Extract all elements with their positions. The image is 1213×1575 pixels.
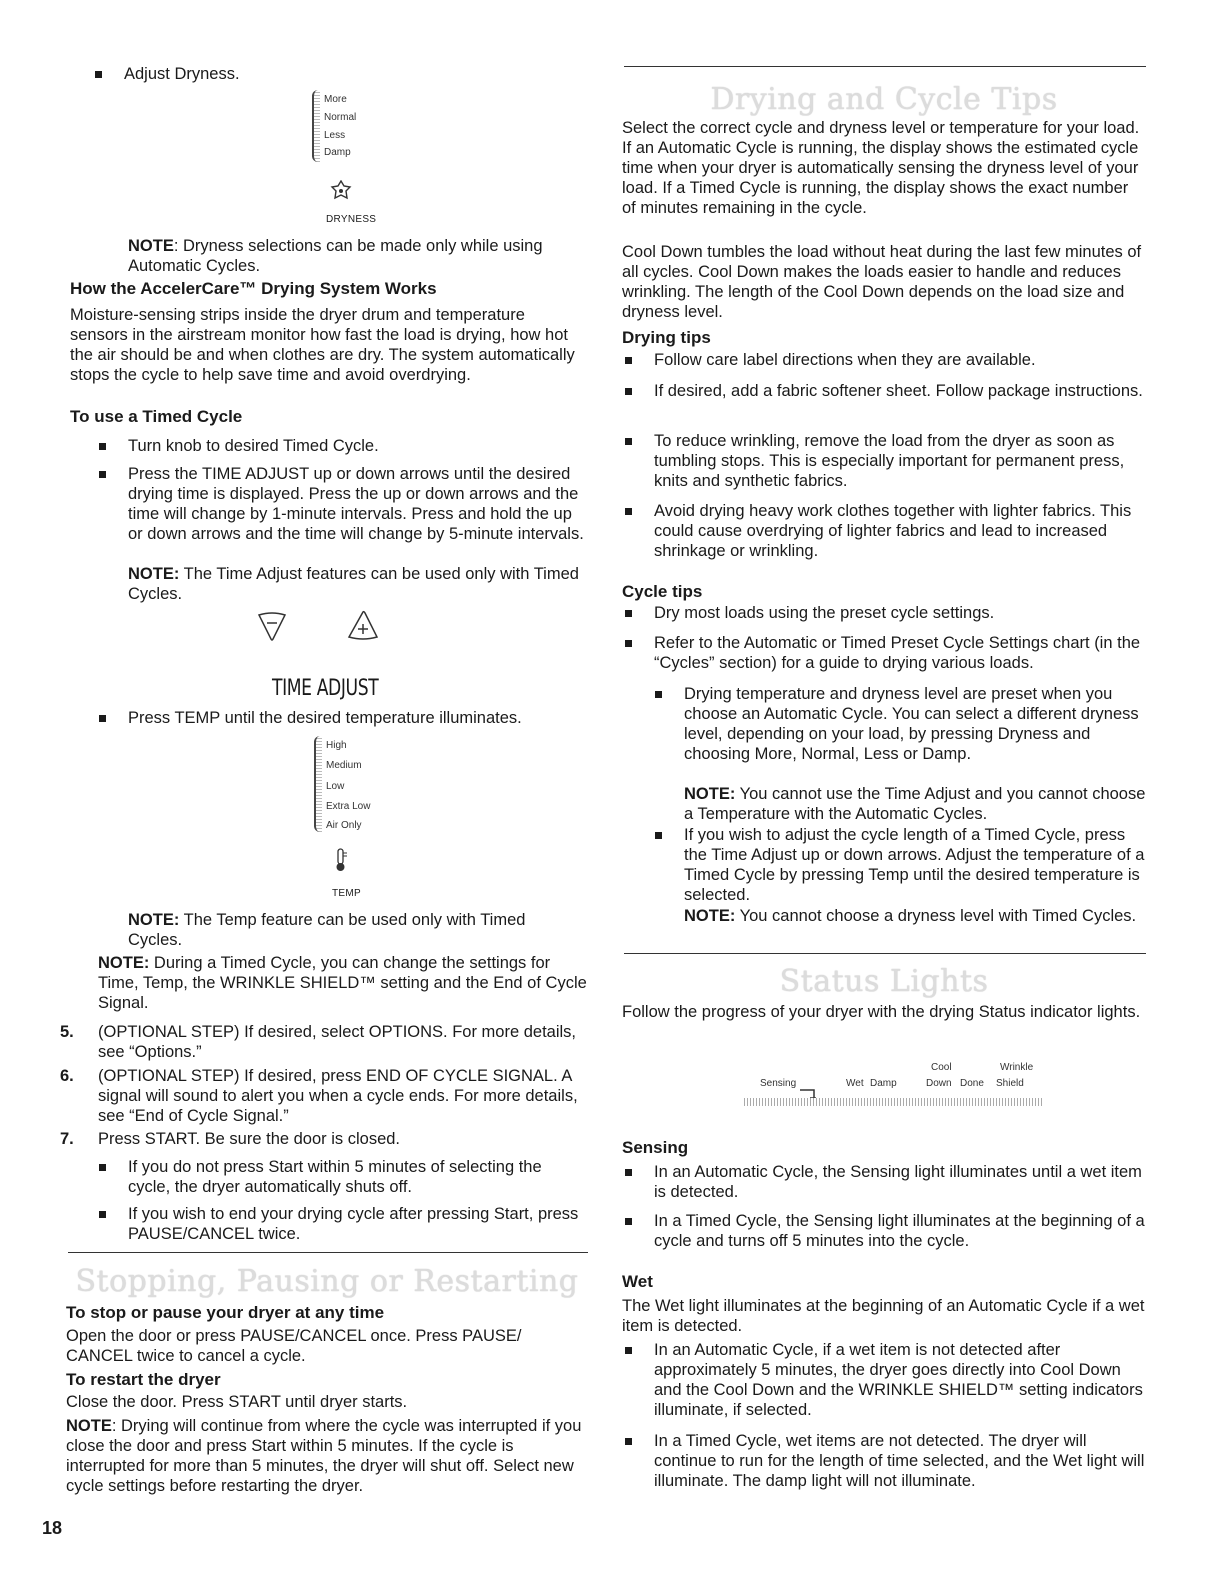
status-wrinkle: Wrinkle bbox=[1000, 1062, 1034, 1073]
drying-tip-4: Avoid drying heavy work clothes together with lighter fabrics. This could cause overdrying of lighter fabrics and lead to increased shrinkage or wrinkling. bbox=[654, 501, 1146, 561]
status-section-title: Status Lights bbox=[779, 964, 989, 999]
note-label: NOTE: bbox=[684, 907, 736, 925]
dryness-button-icon bbox=[330, 180, 352, 200]
section-divider bbox=[68, 1252, 588, 1253]
dryness-selector-panel bbox=[312, 90, 392, 170]
step-6 bbox=[60, 1066, 586, 1126]
temp-level-medium: Medium bbox=[326, 760, 362, 771]
restart-heading: To restart the dryer bbox=[66, 1370, 221, 1389]
step-text: (OPTIONAL STEP) If desired, press END OF CYCLE SIGNAL. A signal will sound to alert you when a cycle ends. For more details, see “End of Cycle Signal.” bbox=[98, 1067, 578, 1125]
note-label: NOTE bbox=[128, 237, 174, 255]
cycle-note-1 bbox=[684, 784, 1146, 824]
note-label: NOTE: bbox=[684, 785, 736, 803]
drying-tip-3: To reduce wrinkling, remove the load from the dryer as soon as tumbling stops. This is especially important for permanent press, knits and synthetic fabrics. bbox=[654, 431, 1146, 491]
cycle-note-2 bbox=[684, 906, 1146, 926]
temp-level-high: High bbox=[326, 740, 347, 751]
tips-section-title: Drying and Cycle Tips bbox=[710, 82, 1058, 117]
temp-level-extra-low: Extra Low bbox=[326, 801, 371, 812]
status-cool: Cool bbox=[931, 1062, 952, 1073]
step-text: (OPTIONAL STEP) If desired, select OPTIONS. For more details, see “Options.” bbox=[98, 1023, 577, 1061]
note-timed-text: During a Timed Cycle, you can change the settings for Time, Temp, the WRINKLE SHIELD™ setting and the End of Cycle Signal. bbox=[98, 954, 587, 1012]
sensing-bullet-1: In an Automatic Cycle, the Sensing light illuminates until a wet item is detected. bbox=[654, 1162, 1146, 1202]
drying-tip-1: Follow care label directions when they are available. bbox=[654, 350, 1146, 370]
cycle-tip-2: Refer to the Automatic or Timed Preset Cycle Settings chart (in the “Cycles” section) for a guide to drying various loads. bbox=[654, 633, 1146, 673]
stopping-section-title: Stopping, Pausing or Restarting bbox=[75, 1264, 579, 1299]
note-label: NOTE: bbox=[98, 954, 150, 972]
section-divider bbox=[624, 66, 1146, 67]
status-light-bar bbox=[744, 1098, 1042, 1106]
cycle-note-1-text: You cannot use the Time Adjust and you cannot choose a Temperature with the Automatic Cycles. bbox=[684, 785, 1146, 823]
cycle-tips-heading: Cycle tips bbox=[622, 582, 703, 601]
temp-panel-label: TEMP bbox=[332, 888, 361, 899]
accelercare-text: Moisture-sensing strips inside the dryer drum and temperature sensors in the airstream monitor how fast the load is drying, how hot the air should be and when clothes are dry. The system automatically stops the cycle to help save time and avoid overdrying. bbox=[70, 306, 575, 384]
stop-heading: To stop or pause your dryer at any time bbox=[66, 1303, 385, 1322]
dryness-level-less: Less bbox=[324, 130, 346, 141]
step-number: 6. bbox=[60, 1067, 74, 1085]
dryness-level-damp: Damp bbox=[324, 147, 351, 158]
timed-bullet-2: Press the TIME ADJUST up or down arrows until the desired drying time is displayed. Press the up or down arrows and the time will change by 1-minute intervals. Press and hold the up or down arrows and the time will change by 5-minute intervals. bbox=[128, 465, 584, 543]
step-7-bullet-2: If you wish to end your drying cycle after pressing Start, press PAUSE/CANCEL twice. bbox=[128, 1204, 584, 1244]
dryness-level-strip bbox=[312, 90, 320, 162]
drying-tips-heading: Drying tips bbox=[622, 328, 711, 347]
section-divider bbox=[624, 953, 1146, 954]
status-damp: Damp bbox=[870, 1078, 897, 1089]
status-lights-panel bbox=[760, 1060, 1044, 1114]
time-up-arrow-icon bbox=[346, 610, 380, 642]
note-label: NOTE: bbox=[128, 565, 180, 583]
cycle-subtip-1: Drying temperature and dryness level are preset when you choose an Automatic Cycle. You can select a different dryness level, depending on your load, by pressing Dryness and choosing More, Normal, Less or Damp. bbox=[684, 684, 1146, 764]
tips-paragraph-1: Select the correct cycle and dryness level or temperature for your load. If an Automatic Cycle is running, the display shows the estimated cycle time when your dryer is automatically sensing the dryness level of your load. If a Timed Cycle is running, the display shows the exact number of minutes remaining in the cycle. bbox=[622, 119, 1140, 217]
wet-bullet-1: In an Automatic Cycle, if a wet item is not detected after approximately 5 minutes, the dryer goes directly into Cool Down and the Cool Down and the WRINKLE SHIELD™ setting indicators illuminate, if selected. bbox=[654, 1340, 1146, 1420]
wet-heading: Wet bbox=[622, 1272, 653, 1291]
note-time-text: The Time Adjust features can be used only with Timed Cycles. bbox=[128, 565, 579, 603]
cycle-tip-1: Dry most loads using the preset cycle settings. bbox=[654, 603, 1146, 623]
wet-bullet-2: In a Timed Cycle, wet items are not detected. The dryer will continue to run for the length of time selected, and the Wet light will illuminate. The damp light will not illuminate. bbox=[654, 1432, 1145, 1490]
cycle-note-2-text: You cannot choose a dryness level with Timed Cycles. bbox=[735, 907, 1137, 925]
note-restart-text: : Drying will continue from where the cycle was interrupted if you close the door and press Start within 5 minutes. If the cycle is interrupted for more than 5 minutes, the dryer will shut off. Select new cycle settings before restarting the dryer. bbox=[66, 1417, 582, 1495]
thermometer-icon bbox=[334, 848, 348, 872]
tips-paragraph-2: Cool Down tumbles the load without heat during the last few minutes of all cycles. Cool Down makes the loads easier to handle and reduces wrinkling. The length of the Cool Down depends on the load size and dryness level. bbox=[622, 243, 1142, 321]
temp-selector-panel bbox=[314, 736, 404, 836]
status-wet: Wet bbox=[846, 1078, 864, 1089]
timed-cycle-heading: To use a Timed Cycle bbox=[70, 407, 243, 426]
note-dryness-text: : Dryness selections can be made only while using Automatic Cycles. bbox=[128, 237, 543, 275]
temp-level-low: Low bbox=[326, 781, 345, 792]
page-number: 18 bbox=[42, 1518, 63, 1538]
time-down-arrow-icon bbox=[256, 612, 288, 642]
status-shield: Shield bbox=[996, 1078, 1024, 1089]
dryness-level-more: More bbox=[324, 94, 347, 105]
step-number: 5. bbox=[60, 1023, 74, 1041]
step-number: 7. bbox=[60, 1130, 74, 1148]
status-text: Follow the progress of your dryer with the drying Status indicator lights. bbox=[622, 1003, 1141, 1021]
temp-level-air-only: Air Only bbox=[326, 820, 362, 831]
cycle-subtip-2: If you wish to adjust the cycle length of a Timed Cycle, press the Time Adjust up or down arrows. Adjust the temperature of a Timed Cycle by pressing Temp until the desired temperature is selected. bbox=[684, 826, 1145, 904]
note-temp-text: The Temp feature can be used only with Timed Cycles. bbox=[128, 911, 526, 949]
sensing-bullet-2: In a Timed Cycle, the Sensing light illuminates at the beginning of a cycle and turns off 5 minutes into the cycle. bbox=[654, 1212, 1145, 1250]
note-restart bbox=[66, 1416, 588, 1496]
restart-text: Close the door. Press START until dryer starts. bbox=[66, 1393, 408, 1411]
accelercare-heading: How the AccelerCare™ Drying System Works bbox=[70, 279, 437, 298]
note-label: NOTE bbox=[66, 1417, 112, 1435]
dryness-level-normal: Normal bbox=[324, 112, 357, 123]
drying-tip-2: If desired, add a fabric softener sheet. Follow package instructions. bbox=[654, 381, 1146, 401]
note-label: NOTE: bbox=[128, 911, 180, 929]
sensing-heading: Sensing bbox=[622, 1138, 689, 1157]
step-text: Press START. Be sure the door is closed. bbox=[98, 1130, 401, 1148]
step-7-bullet-1: If you do not press Start within 5 minutes of selecting the cycle, the dryer automatically shuts off. bbox=[128, 1157, 584, 1197]
dryness-panel-label: DRYNESS bbox=[326, 214, 377, 225]
step-5 bbox=[60, 1022, 586, 1062]
note-temp bbox=[128, 910, 584, 950]
temp-bullet: Press TEMP until the desired temperature illuminates. bbox=[128, 708, 584, 728]
wet-text: The Wet light illuminates at the beginning of an Automatic Cycle if a wet item is detected. bbox=[622, 1297, 1145, 1335]
temp-level-strip bbox=[314, 736, 322, 832]
time-adjust-label: TIME ADJUST bbox=[272, 676, 379, 701]
status-sensing: Sensing bbox=[760, 1078, 797, 1089]
adjust-dryness-bullet: Adjust Dryness. bbox=[124, 64, 584, 84]
note-time-adjust bbox=[128, 564, 584, 604]
note-dryness bbox=[128, 236, 588, 276]
stop-text: Open the door or press PAUSE/CANCEL once. Press PAUSE/ CANCEL twice to cancel a cycle. bbox=[66, 1327, 522, 1365]
step-7 bbox=[60, 1129, 586, 1149]
status-down: Down bbox=[926, 1078, 952, 1089]
note-timed-cycle bbox=[98, 953, 588, 1013]
status-done: Done bbox=[960, 1078, 984, 1089]
timed-bullet-1: Turn knob to desired Timed Cycle. bbox=[128, 436, 584, 456]
